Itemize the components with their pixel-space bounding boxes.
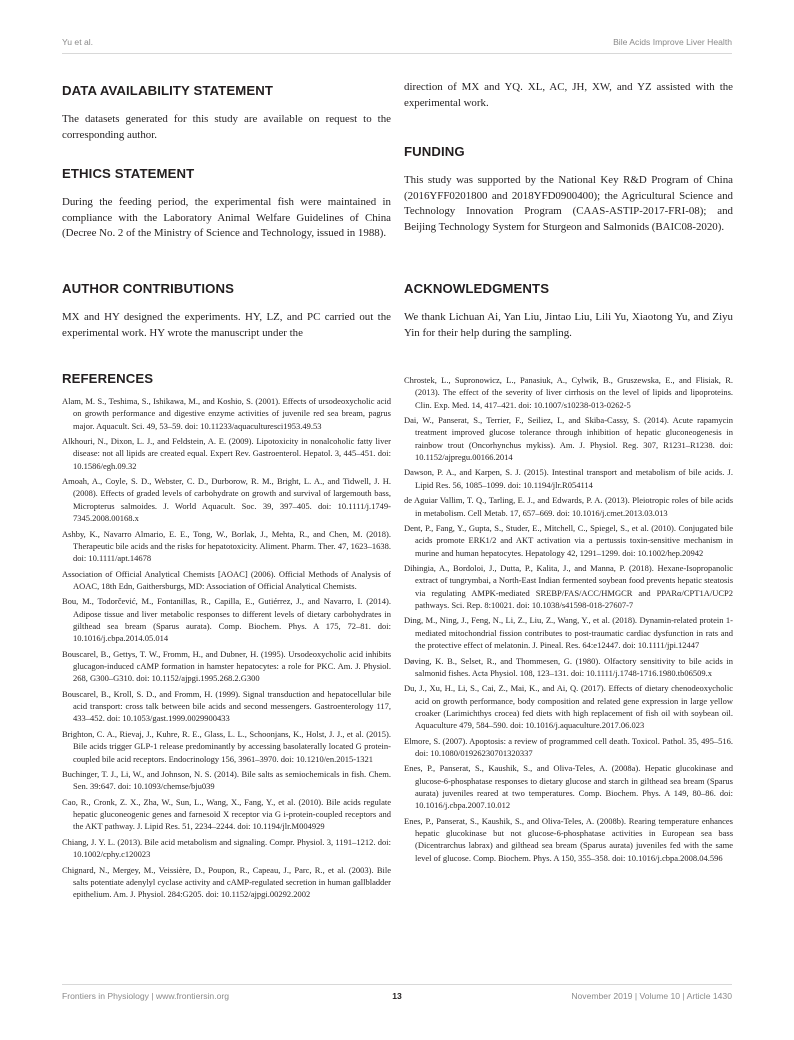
- references-right-column: [404, 374, 733, 867]
- reference-item: Chignard, N., Mergey, M., Veissière, D., Poupon, R., Capeau, J., Parc, R., et al. (2003). Bile salts potentiate adenylyl cyclase activity and cAMP-regulated secretion in human gallbladder epithelium. Am. J. Physiol. 284:G205. doi: 10.1152/ajpgi.00292.2002: [62, 864, 391, 900]
- author-contributions-section: [62, 281, 391, 341]
- reference-item: Buchinger, T. J., Li, W., and Johnson, N. S. (2014). Bile salts as semiochemicals in fish. Chem. Sen. 39:647. doi: 10.1093/chemse/bju039: [62, 769, 391, 792]
- ethics-heading: ETHICS STATEMENT: [62, 166, 195, 181]
- reference-item: Dihingia, A., Bordoloi, J., Dutta, P., Kalita, J., and Manna, P. (2018). Hexane-Isopropanolic extract of tungrymbai, a North-East Indian fermented soybean food prevents hepatic steatosis via regulating AMPK-mediated SREBP/FAS/ACC/HMGCR and PPARα/CPT1A/UCP2 pathways. Sci. Rep. 8:10021. doi: 10.1038/s41598-018-27607-7: [404, 563, 733, 610]
- reference-item: Elmore, S. (2007). Apoptosis: a review of programmed cell death. Toxicol. Pathol. 35, 495–516. doi: 10.1080/01926230701320337: [404, 735, 733, 758]
- footer-divider: [62, 984, 732, 985]
- reference-list-left: [62, 395, 391, 901]
- reference-item: Enes, P., Panserat, S., Kaushik, S., and Oliva-Teles, A. (2008a). Hepatic glucokinase and glucose-6-phosphatase responses to dietary glucose and starch in gilthead sea bream (Sparus aurata) juveniles reared at two temperatures. Comp. Biochem. Phys. A 149, 80–86. doi: 10.1016/j.cbpa.2007.10.012: [404, 763, 733, 811]
- reference-item: Alam, M. S., Teshima, S., Ishikawa, M., and Koshio, S. (2001). Effects of ursodeoxycholic acid on growth performance and digestive enzyme activities of juvenile red sea bream, pagrus major. Aquacult. Sci. 49, 53–59. doi: 10.11233/aquaculturesci1953.49.53: [62, 396, 391, 431]
- reference-item: Bou, M., Todorčević, M., Fontanillas, R., Capilla, E., Gutiérrez, J., and Navarro, I. (2014). Adipose tissue and liver metabolic responses to different levels of dietary carbohydrates in gilthead sea bream (Sparus aurata). Comp. Biochem. Phys. A 175, 72–81. doi: 10.1016/j.cbpa.2014.05.014: [62, 596, 391, 644]
- reference-item: Chiang, J. Y. L. (2013). Bile acid metabolism and signaling. Compr. Physiol. 3, 1191–1212. doi: 10.1002/cphy.c120023: [62, 836, 391, 860]
- page-number: 13: [392, 991, 402, 1001]
- reference-item: Bouscarel, B., Gettys, T. W., Fromm, H., and Dubner, H. (1995). Ursodeoxycholic acid inhibits glucagon-induced cAMP formation in hamster hepatocytes: a role for PKC. Am. J. Physiol. 268, G300–G310. doi: 10.1152/ajpgi.1995.268.2.G300: [62, 648, 391, 684]
- acknowledgments-text: We thank Lichuan Ai, Yan Liu, Jintao Liu, Lili Yu, Xiaotong Yu, and Ziyu Yin for their help during the sampling.: [404, 311, 733, 339]
- header-divider: [62, 53, 732, 54]
- reference-item: Dawson, P. A., and Karpen, S. J. (2015). Intestinal transport and metabolism of bile acids. J. Lipid Res. 56, 1085–1099. doi: 10.1194/jlr.R054114: [404, 467, 733, 490]
- footer-journal: Frontiers in Physiology | www.frontiersin.org: [62, 991, 230, 1001]
- reference-item: Dai, W., Panserat, S., Terrier, F., Seiliez, I., and Skiba-Cassy, S. (2014). Acute rapamycin treatment improved glucose tolerance through inhibition of hepatic gluconeogenesis in rainbow trout (Oncorhynchus mykiss). Am. J. Physiol. Reg. 307, R1231–R1238. doi: 10.1152/ajpregu.00166.2014: [404, 415, 733, 462]
- references-left-column: [62, 371, 391, 904]
- funding-section: [404, 144, 733, 235]
- references-heading: REFERENCES: [62, 371, 154, 386]
- funding-text: This study was supported by the National Key R&D Program of China (2016YFF0201800 and 2018YFD0900400); the Agricultural Science and Technology Innovation Program (CAAS-ASTIP-2017-FRI-08); and Beijing Technology System for Sturgeon and Salmonids (BAIC08-2020).: [404, 174, 733, 233]
- reference-item: Cao, R., Cronk, Z. X., Zha, W., Sun, L., Wang, X., Fang, Y., et al. (2010). Bile acids regulate hepatic gluconeogenic genes and farnesoid X receptor via G i-protein-coupled receptors and the AKT pathway. J. Lipid Res. 51, 2234–2244. doi: 10.1194/jlr.M004929: [62, 796, 391, 832]
- reference-item: Chrostek, L., Supronowicz, L., Panasiuk, A., Cylwik, B., Gruszewska, E., and Flisiak, R. (2013). The effect of the severity of liver cirrhosis on the level of lipids and lipoproteins. Clin. Exp. Med. 14, 417–421. doi: 10.1007/s10238-013-0262-5: [404, 375, 733, 410]
- author-contributions-heading: AUTHOR CONTRIBUTIONS: [62, 281, 234, 296]
- footer-issue: November 2019 | Volume 10 | Article 1430: [571, 991, 732, 1001]
- data-availability-text: The datasets generated for this study are available on request to the corresponding author.: [62, 113, 391, 141]
- data-availability-section: [62, 83, 391, 143]
- funding-heading: FUNDING: [404, 144, 465, 159]
- reference-item: Bouscarel, B., Kroll, S. D., and Fromm, H. (1999). Signal transduction and hepatocellular bile acid transport: cross talk between bile acids and second messengers. Gastroenterology 117, 433–452. doi: 10.1053/gast.1999.0029900433: [62, 688, 391, 724]
- running-header-authors: Yu et al.: [62, 37, 94, 47]
- reference-item: Enes, P., Panserat, S., Kaushik, S., and Oliva-Teles, A. (2008b). Rearing temperature enhances hepatic glucokinase but not glucose-6-phosphatase activities in European sea bass (Dicentrarchus labrax) and gilthead sea bream (Sparus aurata) juveniles fed with the same level of glucose. Comp. Biochem. Phys. A 150, 355–358. doi: 10.1016/j.cbpa.2008.04.596: [404, 815, 733, 863]
- author-contributions-continued-text: direction of MX and YQ. XL, AC, JH, XW, and YZ assisted with the experimental work.: [404, 81, 733, 109]
- reference-list-right: [404, 374, 733, 864]
- reference-item: Brighton, C. A., Rievaj, J., Kuhre, R. E., Glass, L. L., Schoonjans, K., Holst, J. J., et al. (2015). Bile acids trigger GLP-1 release predominantly by accessing basolaterally located G protein-coupled bile acid receptors. Endocrinology 156, 3961–3970. doi: 10.1210/en.2015-1321: [62, 728, 391, 764]
- data-availability-heading: DATA AVAILABILITY STATEMENT: [62, 83, 273, 98]
- reference-item: Du, J., Xu, H., Li, S., Cai, Z., Mai, K., and Ai, Q. (2017). Effects of dietary chenodeoxycholic acid on growth performance, body composition and related gene expression in large yellow croaker (Larimichthys crocea) fed diets with high replacement of fish oil with soybean oil. Aquaculture 479, 584–590. doi: 10.1016/j.aquaculture.2017.06.023: [404, 683, 733, 731]
- reference-item: Association of Official Analytical Chemists [AOAC] (2006). Official Methods of Analysis of AOAC, 18th Edn, Gaithersburgs, MD: Association of Official Analytical Chemists.: [62, 568, 391, 591]
- reference-item: de Aguiar Vallim, T. Q., Tarling, E. J., and Edwards, P. A. (2013). Pleiotropic roles of bile acids in metabolism. Cell Metab. 17, 657–669. doi: 10.1016/j.cmet.2013.03.013: [404, 495, 733, 518]
- reference-item: Ding, M., Ning, J., Feng, N., Li, Z., Liu, Z., Wang, Y., et al. (2018). Dynamin-related protein 1-mediated mitochondrial fission contributes to post-traumatic cardiac dysfunction in rats and the protective effect of melatonin. J. Pineal. Res. 64:e12447. doi: 10.1111/jpi.12447: [404, 615, 733, 651]
- acknowledgments-section: [404, 281, 733, 341]
- ethics-text: During the feeding period, the experimental fish were maintained in compliance with the Laboratory Animal Welfare Guidelines of China (Decree No. 2 of the Ministry of Science and Technology, issued in 1988).: [62, 196, 391, 240]
- acknowledgments-heading: ACKNOWLEDGMENTS: [404, 281, 550, 296]
- ethics-section: [62, 166, 391, 242]
- reference-item: Amoah, A., Coyle, S. D., Webster, C. D., Durborow, R. M., Bright, L. A., and Tidwell, J. H. (2008). Effects of graded levels of carbohydrate on growth and survival of largemouth bass, Micropterus salmoides. J. World Aquacult. Soc. 39, 397–405. doi: 10.1111/j.1749-7345.2008.00168.x: [62, 476, 391, 524]
- reference-item: Alkhouri, N., Dixon, L. J., and Feldstein, A. E. (2009). Lipotoxicity in nonalcoholic fatty liver disease: not all lipids are created equal. Expert Rev. Gastroenterol. Hepatol. 3, 445–451. doi: 10.1586/egh.09.32: [62, 436, 391, 471]
- reference-item: Ashby, K., Navarro Almario, E. E., Tong, W., Borlak, J., Mehta, R., and Chen, M. (2018). Therapeutic bile acids and the risks for hepatotoxicity. Aliment. Pharm. Ther. 47, 1623–1638. doi: 10.1111/apt.14678: [62, 528, 391, 564]
- author-contributions-text: MX and HY designed the experiments. HY, LZ, and PC carried out the experimental work. HY wrote the manuscript under the: [62, 311, 391, 339]
- running-header-title: Bile Acids Improve Liver Health: [613, 37, 732, 47]
- reference-item: Døving, K. B., Selset, R., and Thommesen, G. (1980). Olfactory sensitivity to bile acids in salmonid fishes. Acta Physiol. 108, 123–131. doi: 10.1111/j.1748-1716.1980.tb06509.x: [404, 655, 733, 678]
- reference-item: Dent, P., Fang, Y., Gupta, S., Studer, E., Mitchell, C., Spiegel, S., et al. (2010). Conjugated bile acids promote ERK1/2 and AKT activation via a pertussis toxin-sensitive mechanism in murine and human hepatocytes. Hepatology 42, 1291–1299. doi: 10.1002/hep.20942: [404, 523, 733, 558]
- author-contributions-continued: [404, 80, 733, 111]
